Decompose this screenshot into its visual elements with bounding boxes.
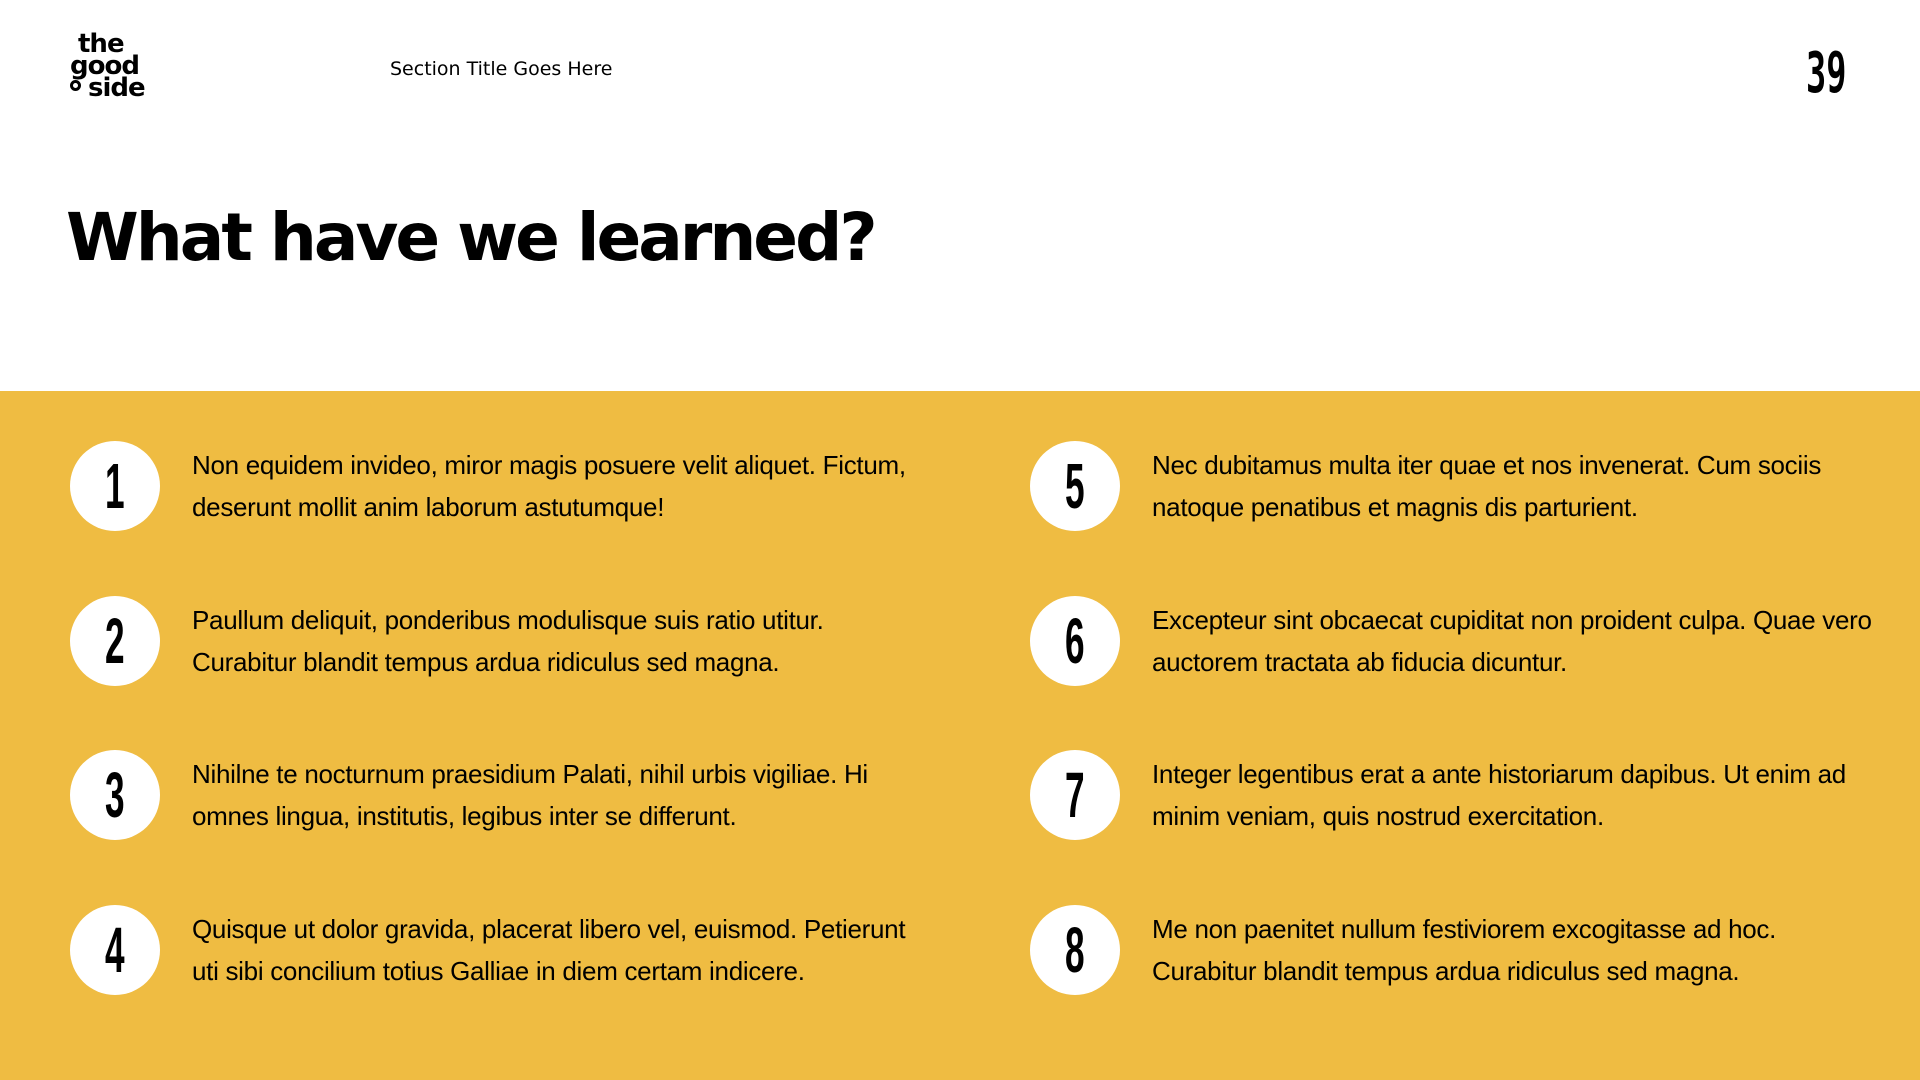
learning-text: Excepteur sint obcaecat cupiditat non proident culpa. Quae vero auctorem tractata ab fiducia dicuntur. xyxy=(1152,605,1872,677)
learning-text: Me non paenitet nullum festiviorem excogitasse ad hoc. Curabitur blandit tempus ardua ridiculus sed magna. xyxy=(1152,914,1777,986)
number-badge-1 xyxy=(70,441,160,531)
number-badge-5 xyxy=(1030,441,1120,531)
learning-item-3 xyxy=(70,730,930,860)
learning-item-2 xyxy=(70,576,930,706)
learning-item-5 xyxy=(1030,421,1890,551)
number-badge-label: 3 xyxy=(105,759,125,831)
learning-item-4 xyxy=(70,885,930,1015)
page-title: What have we learned? xyxy=(66,199,875,276)
number-badge-label: 6 xyxy=(1065,605,1085,677)
learning-item-8 xyxy=(1030,885,1890,1015)
learning-text: Nihilne te nocturnum praesidium Palati, nihil urbis vigiliae. Hi omnes lingua, institutis, legibus inter se differunt. xyxy=(192,759,868,831)
learning-text: Integer legentibus erat a ante historiarum dapibus. Ut enim ad minim veniam, quis nostrud exercitation. xyxy=(1152,759,1846,831)
learning-text: Nec dubitamus multa iter quae et nos invenerat. Cum sociis natoque penatibus et magnis dis parturient. xyxy=(1152,450,1822,522)
learnings-panel xyxy=(0,391,1920,1080)
number-badge-3 xyxy=(70,750,160,840)
number-badge-label: 2 xyxy=(105,605,125,677)
number-badge-4 xyxy=(70,905,160,995)
number-badge-8 xyxy=(1030,905,1120,995)
logo-line-side: side xyxy=(70,77,150,99)
learning-text: Quisque ut dolor gravida, placerat libero vel, euismod. Petierunt uti sibi concilium totius Galliae in diem certam indicere. xyxy=(192,914,906,986)
number-badge-label: 1 xyxy=(105,450,125,522)
number-badge-6 xyxy=(1030,596,1120,686)
learning-text: Paullum deliquit, ponderibus modulisque suis ratio utitur. Curabitur blandit tempus ardua ridiculus sed magna. xyxy=(192,605,824,677)
learning-item-7 xyxy=(1030,730,1890,860)
logo-line-the: the xyxy=(78,29,124,59)
section-title: Section Title Goes Here xyxy=(390,58,613,80)
number-badge-label: 7 xyxy=(1065,759,1085,831)
learning-item-6 xyxy=(1030,576,1890,706)
number-badge-label: 8 xyxy=(1065,914,1085,986)
number-badge-7 xyxy=(1030,750,1120,840)
brand-logo xyxy=(70,29,150,103)
learning-item-1 xyxy=(70,421,930,551)
number-badge-label: 5 xyxy=(1065,450,1085,522)
logo-line-good: good xyxy=(70,51,139,81)
page-number: 39 xyxy=(1805,41,1846,106)
learning-text: Non equidem invideo, miror magis posuere velit aliquet. Fictum, deserunt mollit anim laborum astutumque! xyxy=(192,450,906,522)
number-badge-label: 4 xyxy=(105,914,125,986)
number-badge-2 xyxy=(70,596,160,686)
